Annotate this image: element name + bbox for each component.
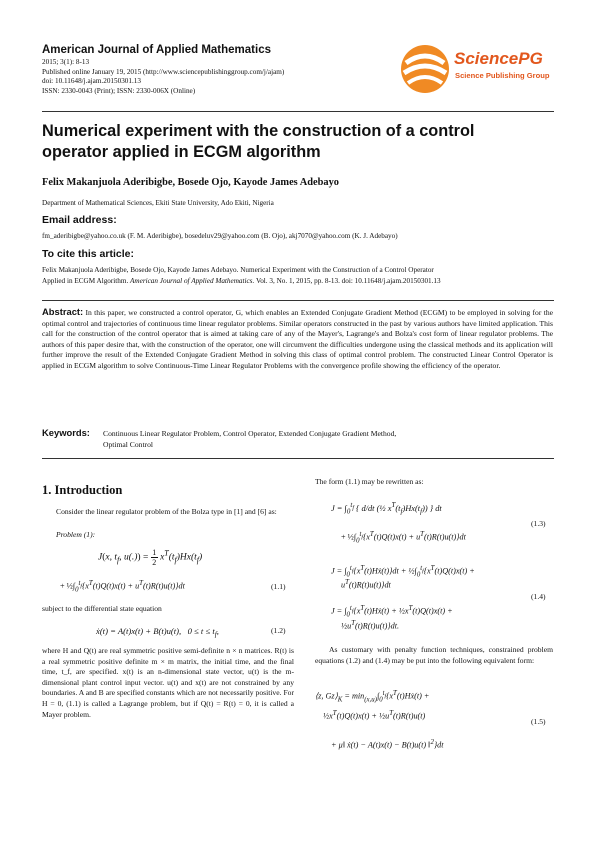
cite-line-2	[42, 277, 441, 287]
keywords-label: Keywords:	[42, 427, 90, 438]
keywords-bottom-divider	[42, 458, 554, 459]
keywords-line-2: Optimal Control	[103, 439, 153, 449]
cite-line-1: Felix Makanjuola Aderibigbe, Bosede Ojo, Kayode James Adebayo. Numerical Experiment with the Construction of a Control Operator	[42, 266, 434, 274]
penalty-paragraph: As customary with penalty function techniques, constrained problem equations (1.2) and (1.4) may be put into the following equivalent form:	[315, 645, 553, 665]
abstract-top-divider	[42, 300, 554, 301]
journal-doi: doi: 10.11648/j.ajam.20150301.13	[42, 77, 141, 86]
state-equation-intro: subject to the differential state equation	[42, 604, 162, 613]
equation-1-5-line-2: $\frac{1}{2}x^T(t)Q(t)x(t)$ + $\frac{1}{2}u^T(t)R(t)u(t)$	[323, 710, 426, 721]
cite-line-2-end: Vol. 3, No. 1, 2015, pp. 8-13. doi: 10.11648/j.ajam.20150301.13	[254, 276, 441, 285]
cite-text	[42, 266, 441, 286]
equation-1-4-line-4: $\frac{1}{2}u^T(t)R(t)u(t)\}dt$.	[341, 620, 400, 631]
equation-number-1-4: (1.4)	[531, 592, 546, 601]
journal-issue: 2015; 3(1): 8-13	[42, 58, 90, 66]
publisher-logo	[398, 43, 558, 95]
equation-1-3-line-2: + $\frac{1}{2}\int_0^{t_f}\{x^T(t)Q(t)x(t) + u^T(t)R(t)u(t)\}dt$	[341, 531, 466, 545]
equation-number-1-2: (1.2)	[271, 626, 286, 635]
journal-issn: ISSN: 2330-0043 (Print); ISSN: 2330-006X (Online)	[42, 86, 196, 95]
intro-paragraph-text: Consider the linear regulator problem of the Bolza type in [1] and [6] as:	[56, 507, 277, 516]
section-heading-introduction: 1. Introduction	[42, 483, 123, 497]
article-title: Numerical experiment with the construction of a control operator applied in ECGM algorithm	[42, 122, 475, 161]
equation-1-4-line-3: $J = \int_0^{t_f}\{x^T(t)Hẋ(t)$ + $\frac{1}{2}x^T(t)Q(t)x(t)$ +	[331, 605, 453, 619]
equation-number-1-1: (1.1)	[271, 582, 286, 591]
email-heading: Email address:	[42, 214, 117, 226]
keywords-text	[103, 429, 553, 450]
equation-number-1-5: (1.5)	[531, 717, 546, 726]
rewrite-intro: The form (1.1) may be rewritten as:	[315, 477, 424, 486]
journal-name: American Journal of Applied Mathematics	[42, 44, 271, 56]
cite-heading: To cite this article:	[42, 248, 134, 260]
equation-1-4-line-2: $u^T(t)R(t)u(t)\}dt$	[341, 579, 391, 590]
problem-label: Problem (1):	[56, 530, 96, 539]
journal-published: Published online January 19, 2015 (http://www.sciencepublishinggroup.com/j/ajam)	[42, 67, 285, 76]
equation-number-1-3: (1.3)	[531, 519, 546, 528]
abstract	[42, 307, 553, 372]
equation-1-5-line-1: ⟨z, $Gz⟩_K$ = $\min_{(x,u)}\int_0^{t_f}\{x^T(t)Hẋ(t)$ +	[315, 690, 430, 704]
affiliation: Department of Mathematical Sciences, Ekiti State University, Ado Ekiti, Nigeria	[42, 199, 274, 207]
logo-name: SciencePG	[454, 49, 543, 68]
journal-meta	[42, 58, 284, 96]
cite-journal: American Journal of Applied Mathematics.	[130, 276, 255, 285]
definitions-paragraph: where H and Q(t) are real symmetric positive semi-definite n × n matrices. R(t) is a real symmetric positive definite m × m matrix, the initial time, and the final time, t_f, are specified. x(t) is an n-dimensional state vector, u(t) is the m-dimensional plant control input vector. u(t) and x(t) are not constrained by any boundaries. A and B are specified constants which are not necessarily positive. For H = 0, (1.1) is called a Lagrange problem, but if Q(t) = R(t) = 0, it is called a Mayer problem.	[42, 646, 294, 719]
email-text: fm_aderibigbe@yahoo.co.uk (F. M. Aderibigbe), bosedeluv29@yahoo.com (B. Ojo), akj7070@yahoo.com (K. J. Adebayo)	[42, 232, 398, 240]
abstract-label: Abstract:	[42, 306, 84, 317]
authors: Felix Makanjuola Aderibigbe, Bosede Ojo, Kayode James Adebayo	[42, 177, 340, 188]
logo-subtitle: Science Publishing Group	[455, 71, 550, 80]
equation-1-1-line-1: J(x, $t_f$, u(.)) = 1 2 $x^T(t_f)Hx(t_f)$	[98, 548, 203, 567]
abstract-text: In this paper, we constructed a control operator, G, which enables an Extended Conjugate Gradient Method (ECGM) to be employed in solving for the optimal control and trajectories of continuous time linear regulator problems. Similar operators constructed in the past by various authors have limited application. This call for the construction of the control operator that is aimed at taking care of any of the Mayer's, Lagrange's and Bolza's cost form of linear regulator problems. The authors of this paper desire that, with the construction of the operator, one will circumvent the difficulties undergone using the classical methods and its application will further improve the result of the Extended Conjugate Gradient Method in solving this class of optimal control problem. The constructed Linear Control Operator is applied in ECGM algorithm to solve Continuous-Time Linear Regulator Problems with the convergence profile showing the efficiency of the operator.	[42, 308, 553, 370]
equation-1-2: ẋ(t) = A(t)x(t) + B(t)u(t), $0 \le t \le t_f$,	[96, 626, 219, 639]
keywords-line-1: Continuous Linear Regulator Problem, Control Operator, Extended Conjugate Gradient Method,	[103, 429, 397, 438]
equation-1-3-line-1: $J = \int_0^{t_f}$ { d/dt (½ $x^T(t_f)Hx(t_f)$) } dt	[331, 501, 442, 516]
equation-1-5-line-3: + μ‖ ẋ(t) − A(t)x(t) − B(t)u(t) ‖$^2$}dt	[331, 739, 444, 750]
equation-1-1-line-2: + $\frac{1}{2}\int_0^{t_f}\{x^T(t)Q(t)x(t) + u^T(t)R(t)u(t)\}dt$	[60, 580, 185, 594]
header-divider	[42, 111, 554, 112]
intro-paragraph	[42, 507, 294, 518]
cite-line-2-start: Applied in ECGM Algorithm.	[42, 276, 131, 285]
equation-1-4-line-1: $J = \int_0^{t_f}\{x^T(t)Hẋ(t)\}dt$ + $\frac{1}{2}\int_0^{t_f}\{x^T(t)Q(t)x(t)$ +	[331, 565, 475, 579]
sciencepg-logo-icon	[398, 43, 452, 95]
